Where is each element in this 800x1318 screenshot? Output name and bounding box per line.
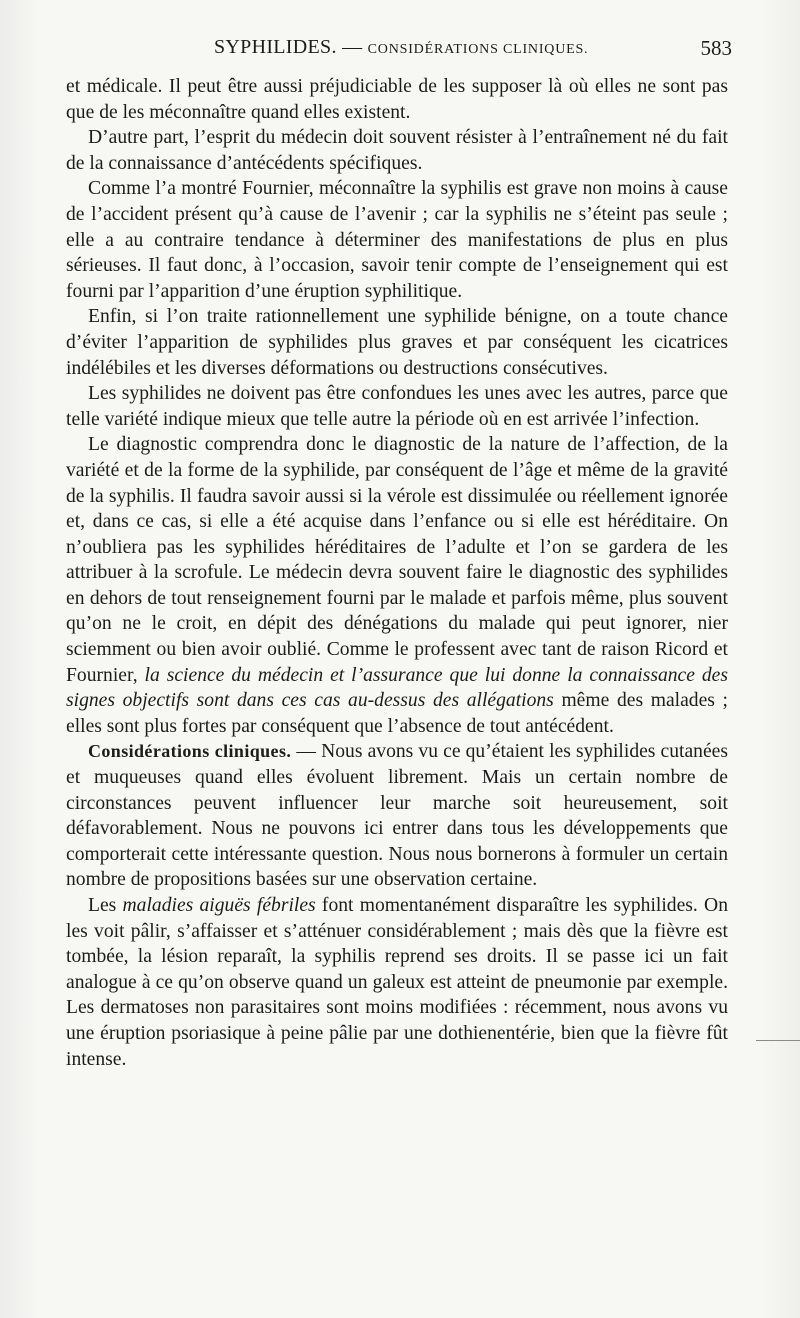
body-text xyxy=(66,74,728,1072)
running-head xyxy=(214,36,588,59)
paragraph-8-start: Les xyxy=(88,895,123,916)
paragraph-1: et médicale. Il peut être aussi préjudiciable de les supposer là où elles ne sont pas que de les méconnaître quand elles existent. xyxy=(66,76,728,123)
paragraph-2: D’autre part, l’esprit du médecin doit souvent résister à l’entraînement né du fait de la connaissance d’antécédents spécifiques. xyxy=(66,127,728,174)
page-edge-rule xyxy=(756,1040,800,1041)
paragraph-6 xyxy=(66,432,728,739)
paragraph-6-italic: la science du médecin et l’assurance que lui donne la connaissance des signes objectifs sont dans ces cas au-dessus des allégations xyxy=(66,664,729,712)
running-head-subtitle: CONSIDÉRATIONS CLINIQUES. xyxy=(367,42,589,57)
paragraph-8 xyxy=(66,893,728,1072)
running-head-dash: — xyxy=(336,36,368,58)
paragraph-6-end: même des malades ; elles sont plus fortes par conséquent que l’absence de tout antécédent. xyxy=(66,690,728,737)
paragraph-6-text: Le diagnostic comprendra donc le diagnostic de la nature de l’affection, de la variété et de la forme de la syphilide, par conséquent de l’âge et même de la gravité de la syphilis. Il faudra savoir aussi si la vérole est dissimulée ou réellement ignorée et, dans ce cas, si elle a été acquise dans l’enfance ou si elle est héréditaire. On n’oubliera pas les syphilides héréditaires de l’adulte et l’on se gardera de les attribuer à la scrofule. Le médecin devra souvent faire le diagnostic des syphilides en dehors de tout renseignement fourni par le malade et parfois même, plus souvent qu’on ne le croit, en dépit des dénégations du malade qui peut ignorer, nier sciemment ou bien avoir oublié. Comme le professent avec tant de raison Ricord et Fournier, xyxy=(66,434,728,686)
paragraph-3: Comme l’a montré Fournier, méconnaître la syphilis est grave non moins à cause de l’accident présent qu’à cause de l’avenir ; car la syphilis ne s’éteint pas seule ; elle a au contraire tendance à déterminer des manifestations de plus en plus sérieuses. Il faut donc, à l’occasion, savoir tenir compte de l’enseignement qui est fourni par l’apparition d’une éruption syphilitique. xyxy=(66,178,728,302)
paragraph-8-italic: maladies aiguës fébriles xyxy=(122,895,316,916)
running-head-title: SYPHILIDES. xyxy=(214,36,337,58)
paragraph-5: Les syphilides ne doivent pas être confondues les unes avec les autres, parce que telle variété indique mieux que telle autre la période où en est arrivée l’infection. xyxy=(66,383,728,430)
page-number: 583 xyxy=(700,36,732,60)
paragraph-8-text: font momentanément disparaître les syphilides. On les voit pâlir, s’affaisser et s’atténuer considérablement ; mais dès que la fièvre est tombée, la lésion reparaît, la syphilis reprend ses droits. Il se passe ici un fait analogue à ce qu’on observe quand un galeux est atteint de pneumonie par exemple. Les dermatoses non parasitaires sont moins modifiées : récemment, nous avons vu une éruption psoriasique à peine pâlie par une dothienentérie, bien que la fièvre fût intense. xyxy=(66,895,728,1070)
paragraph-4: Enfin, si l’on traite rationnellement une syphilide bénigne, on a toute chance d’éviter l’apparition de syphilides plus graves et par conséquent les cicatrices indélébiles et les diverses déformations ou destructions consécutives. xyxy=(66,306,728,379)
section-heading: Considérations cliniques. xyxy=(88,741,292,762)
paragraph-7-text: — Nous avons vu ce qu’étaient les syphilides cutanées et muqueuses quand elles évoluent librement. Mais un certain nombre de circonstances peuvent influencer leur marche soit heureusement, soit défavorablement. Nous ne pouvons ici entrer dans tous les développements que comporterait cette intéressante question. Nous nous bornerons à formuler un certain nombre de propositions basées sur une observation certaine. xyxy=(66,741,728,891)
page-header xyxy=(62,36,732,70)
paragraph-7 xyxy=(66,739,728,893)
